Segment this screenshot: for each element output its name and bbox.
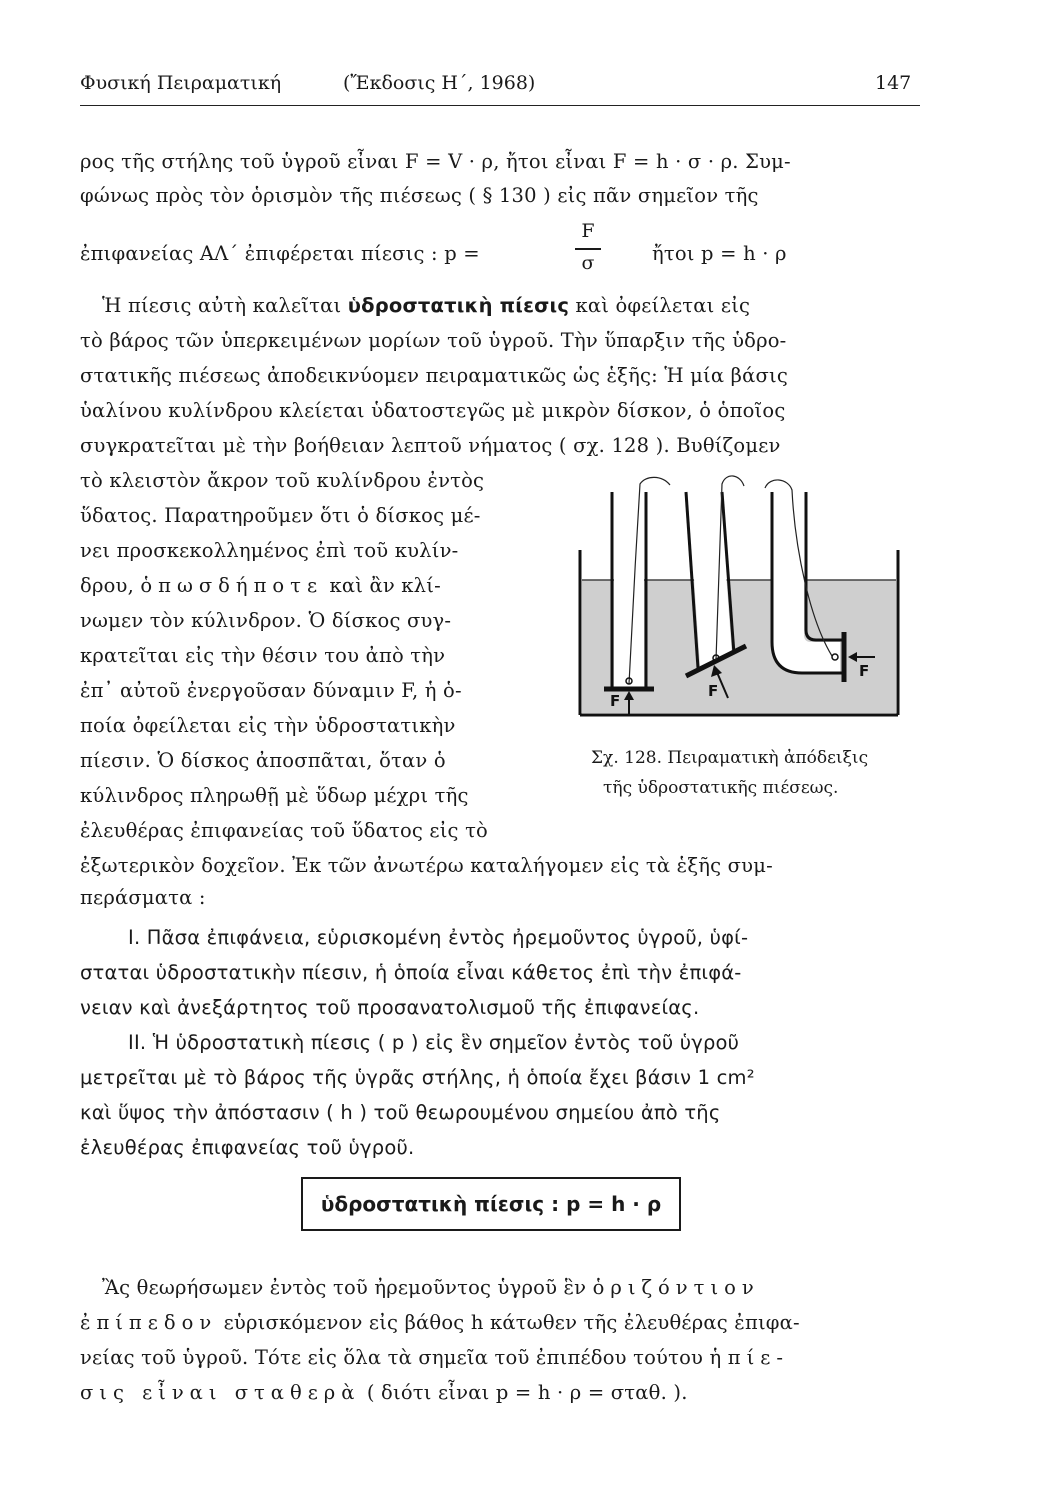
cylinder-vertical-inside [614,492,644,688]
text-line: II. Ἡ ὑδροστατικὴ πίεσις ( p ) εἰς ἓν σημεῖον ἐντὸς τοῦ ὑγροῦ [128,1031,740,1054]
spaced-word: σις εἶναι σταθερὰ [80,1381,361,1404]
text-line: ἐλευθέρας ἐπιφανείας τοῦ ὕδατος εἰς τὸ [80,819,488,842]
text-line: νει προσκεκολλημένος ἐπὶ τοῦ κυλίν- [80,539,459,562]
text-line: ρος τῆς στήλης τοῦ ὑγροῦ εἶναι F = V · ρ, ἤτοι εἶναι F = h · σ · ρ. Συμ- [80,150,791,173]
text-line: τὸ κλειστὸν ἄκρον τοῦ κυλίνδρου ἐντὸς [80,469,485,492]
force-label-F: F [610,692,621,710]
text-line: ποία ὀφείλεται εἰς τὴν ὑδροστατικὴν [80,714,456,737]
text-line: κύλινδρος πληρωθῇ μὲ ὕδωρ μέχρι τῆς [80,784,469,807]
text-line: πίεσιν. Ὁ δίσκος ἀποσπᾶται, ὅταν ὁ [80,749,446,772]
spaced-word: πίε- [727,1346,789,1369]
force-label-F: F [708,682,719,700]
spaced-word: ὁριζόντιον [592,1276,760,1299]
text-line: ἐλευθέρας ἐπιφανείας τοῦ ὑγροῦ. [80,1136,415,1159]
spaced-word: ἐπίπεδον [80,1311,218,1334]
text-line: Ἂς θεωρήσωμεν ἐντὸς τοῦ ἠρεμοῦντος ὑγροῦ ἓν ὁριζόντιον [102,1276,760,1299]
running-header-title: Φυσική Πειραματική [80,72,282,94]
text-line: φώνως πρὸς τὸν ὁρισμὸν τῆς πιέσεως ( § 130 ) εἰς πᾶν σημεῖον τῆς [80,184,759,207]
text-line: σταται ὑδροστατικὴν πίεσιν, ἡ ὁποία εἶναι κάθετος ἐπὶ τὴν ἐπιφά- [80,961,742,984]
running-header-edition: (Ἔκδοσις Η΄, 1968) [343,72,536,94]
boxed-formula: ὑδροστατικὴ πίεσις : p = h · ρ [301,1177,681,1231]
text-line: ὑαλίνου κυλίνδρου κλείεται ὑδατοστεγῶς μὲ μικρὸν δίσκον, ὁ ὁποῖος [80,399,786,422]
figure-128-hydrostatic-pressure [570,470,920,730]
figure-caption-line2: τῆς ὑδροστατικῆς πιέσεως. [603,778,839,798]
fraction-denominator: σ [581,252,595,274]
fraction-numerator: F [581,220,595,242]
fraction-bar [575,248,601,250]
text-line: νειαν καὶ ἀνεξάρτητος τοῦ προσανατολισμοῦ τῆς ἐπιφανείας. [80,996,700,1019]
text-line: ἐξωτερικὸν δοχεῖον. Ἐκ τῶν ἀνωτέρω καταλήγομεν εἰς τὰ ἑξῆς συμ- [80,854,773,877]
text-line: καὶ ὕψος τὴν ἀπόστασιν ( h ) τοῦ θεωρουμένου σημείου ἀπὸ τῆς [80,1101,721,1124]
page-number: 147 [875,72,912,94]
bold-term: ὑδροστατικὴ πίεσις [347,294,570,317]
header-rule [80,105,920,106]
text-line: συγκρατεῖται μὲ τὴν βοήθειαν λεπτοῦ νήματος ( σχ. 128 ). Βυθίζομεν [80,434,781,457]
text-line: σις εἶναι σταθερὰ ( διότι εἶναι p = h · ρ = σταθ. ). [80,1381,688,1404]
text-line: ἐπίπεδον εὑρισκόμενον εἰς βάθος h κάτωθεν τῆς ἐλευθέρας ἐπιφα- [80,1311,800,1334]
text-line: δρου, ὁπωσδήποτε καὶ ἂν κλί- [80,574,441,597]
text-line: περάσματα : [80,886,206,909]
formula-line-text: ἐπιφανείας ΑΛ΄ ἐπιφέρεται πίεσις : p = [80,242,480,265]
spaced-word: ὁπωσδήποτε [140,574,324,597]
text-line: στατικῆς πιέσεως ἀποδεικνύομεν πειραματικῶς ὡς ἑξῆς: Ἡ μία βάσις [80,364,788,387]
formula-line-tail: ἤτοι p = h · ρ [652,242,787,265]
text-line: ἐπ᾽ αὐτοῦ ἐνεργοῦσαν δύναμιν F, ἡ ὁ- [80,679,462,702]
text-line: Ἡ πίεσις αὐτὴ καλεῖται ὑδροστατικὴ πίεσις καὶ ὀφείλεται εἰς [102,294,751,317]
text-line: I. Πᾶσα ἐπιφάνεια, εὑρισκομένη ἐντὸς ἠρεμοῦντος ὑγροῦ, ὑφί- [128,926,749,949]
text-line: ὕδατος. Παρατηροῦμεν ὅτι ὁ δίσκος μέ- [80,504,481,527]
figure-caption-line1: Σχ. 128. Πειραματικὴ ἀπόδειξις [591,748,869,768]
text-line: νωμεν τὸν κύλινδρον. Ὁ δίσκος συγ- [80,609,452,632]
text-line: μετρεῖται μὲ τὸ βάρος τῆς ὑγρᾶς στήλης, ἡ ὁποία ἔχει βάσιν 1 cm² [80,1066,755,1089]
text-line: νείας τοῦ ὑγροῦ. Τότε εἰς ὅλα τὰ σημεῖα τοῦ ἐπιπέδου τούτου ἡ πίε- [80,1346,789,1369]
force-label-F: F [859,662,870,680]
text-line: κρατεῖται εἰς τὴν θέσιν του ἀπὸ τὴν [80,644,446,667]
text-line: τὸ βάρος τῶν ὑπερκειμένων μορίων τοῦ ὑγροῦ. Τὴν ὕπαρξιν τῆς ὑδρο- [80,329,787,352]
